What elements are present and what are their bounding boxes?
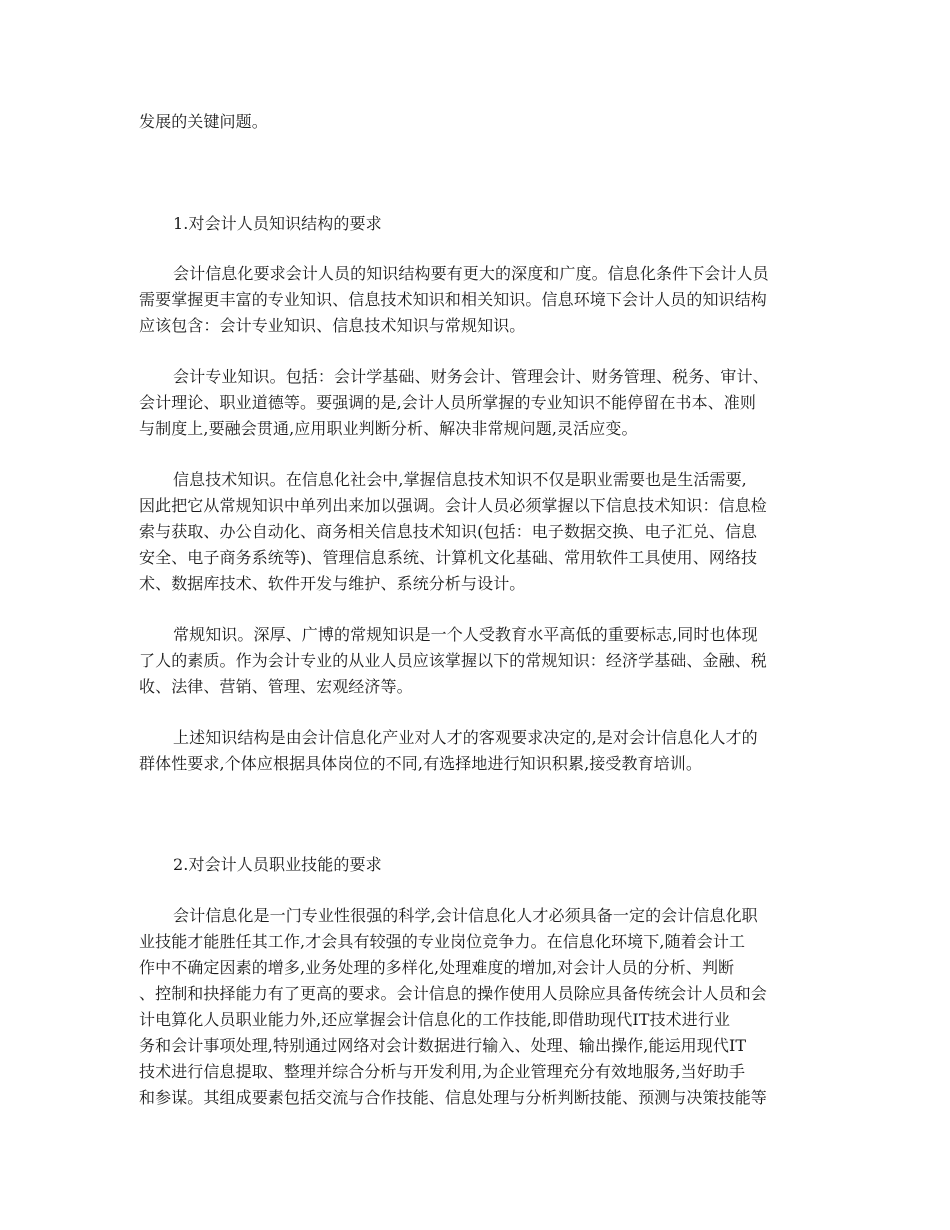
paragraph-line: 会计信息化要求会计人员的知识结构要有更大的深度和广度。信息化条件下会计人员 [173, 264, 769, 283]
paragraph-line: 上述知识结构是由会计信息化产业对人才的客观要求决定的,是对会计信息化人才的 [173, 728, 758, 747]
paragraph-line: 常规知识。深厚、广博的常规知识是一个人受教育水平高低的重要标志,同时也体现 [173, 625, 758, 644]
paragraph-line: 会计专业知识。包括：会计学基础、财务会计、管理会计、财务管理、税务、审计、 [173, 367, 769, 386]
paragraph-line: 收、法律、营销、管理、宏观经济等。 [139, 677, 413, 696]
paragraph-line: 群体性要求,个体应根据具体岗位的不同,有选择地进行知识积累,接受教育培训。 [139, 754, 702, 773]
paragraph-line: 安全、电子商务系统等)、管理信息系统、计算机文化基础、常用软件工具使用、网络技 [139, 548, 758, 567]
paragraph-line: 需要掌握更丰富的专业知识、信息技术知识和相关知识。信息环境下会计人员的知识结构 [139, 290, 767, 309]
paragraph-line: 因此把它从常规知识中单列出来加以强调。会计人员必须掌握以下信息技术知识：信息检 [139, 496, 767, 515]
paragraph-line: 会计信息化是一门专业性很强的科学,会计信息化人才必须具备一定的会计信息化职 [173, 906, 758, 925]
paragraph-line: 与制度上,要融会贯通,应用职业判断分析、解决非常规问题,灵活应变。 [139, 419, 638, 438]
section-heading-1: 1.对会计人员知识结构的要求 [173, 214, 382, 233]
paragraph-line: 信息技术知识。在信息化社会中,掌握信息技术知识不仅是职业需要也是生活需要, [173, 470, 747, 489]
paragraph-line: 术、数据库技术、软件开发与维护、系统分析与设计。 [139, 574, 526, 593]
paragraph-line: 了人的素质。作为会计专业的从业人员应该掌握以下的常规知识：经济学基础、金融、税 [139, 651, 767, 670]
paragraph-line: 技术进行信息提取、整理并综合分析与开发利用,为企业管理充分有效地服务,当好助手 [139, 1062, 746, 1081]
paragraph-line: 索与获取、办公自动化、商务相关信息技术知识(包括：电子数据交换、电子汇兑、信息 [139, 522, 758, 541]
paragraph-line: 应该包含：会计专业知识、信息技术知识与常规知识。 [139, 316, 526, 335]
paragraph-line: 务和会计事项处理,特别通过网络对会计数据进行输入、处理、输出操作,能运用现代IT [139, 1036, 747, 1055]
paragraph-line: 会计理论、职业道德等。要强调的是,会计人员所掌握的专业知识不能停留在书本、准则 [139, 393, 756, 412]
paragraph-line: 发展的关键问题。 [139, 112, 268, 131]
paragraph-line: 、控制和抉择能力有了更高的要求。会计信息的操作使用人员除应具备传统会计人员和会 [139, 984, 767, 1003]
paragraph-line: 和参谋。其组成要素包括交流与合作技能、信息处理与分析判断技能、预测与决策技能等 [139, 1088, 767, 1107]
paragraph-line: 作中不确定因素的增多,业务处理的多样化,处理难度的增加,对会计人员的分析、判断 [139, 958, 735, 977]
paragraph-line: 业技能才能胜任其工作,才会具有较强的专业岗位竞争力。在信息化环境下,随着会计工 [139, 932, 746, 951]
section-heading-2: 2.对会计人员职业技能的要求 [173, 855, 382, 874]
paragraph-line: 计电算化人员职业能力外,还应掌握会计信息化的工作技能,即借助现代IT技术进行业 [139, 1010, 731, 1029]
